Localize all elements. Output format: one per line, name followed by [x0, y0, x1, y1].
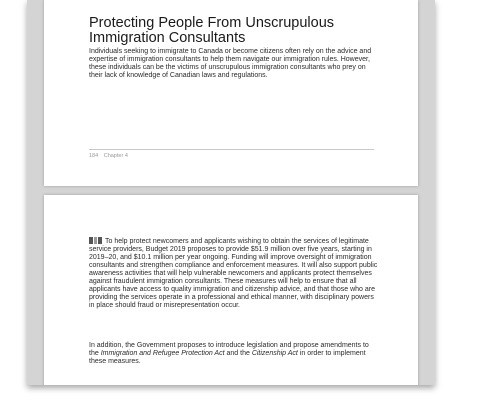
legislation-text-end: in order to implement these measures.	[89, 350, 366, 365]
act-name-citizenship: Citizenship Act	[251, 350, 298, 357]
legislation-text-mid: and the	[224, 350, 252, 357]
footer-chapter-label: Chapter 4	[103, 153, 128, 159]
section-heading: Protecting People From Unscrupulous Immigration Consultants	[89, 15, 335, 46]
page-footer	[89, 153, 128, 159]
legislation-text-start: In addition, the Government proposes to introduce legislation and propose amendments to the	[89, 342, 369, 357]
footer-page-number: 184	[89, 153, 99, 159]
document-page-2	[44, 195, 418, 385]
funding-paragraph	[89, 237, 379, 310]
budget-measure-marker-icon	[89, 237, 102, 244]
footer-divider	[89, 149, 374, 150]
document-viewer[interactable]	[27, 0, 435, 385]
intro-paragraph: Individuals seeking to immigrate to Canada or become citizens often rely on the advice and expertise of immigration consultants to help them navigate our immigration rules. However, these individuals can be the victims of unscrupulous immigration consultants who prey on their lack of knowledge of Canadian laws and regulations.	[89, 48, 372, 79]
legislation-paragraph	[89, 342, 379, 366]
act-name-immigration: Immigration and Refugee Protection Act	[100, 350, 225, 357]
document-page-1	[44, 0, 418, 186]
funding-text: To help protect newcomers and applicants wishing to obtain the services of legitimate service providers, Budget 2019 proposes to provide $51.9 million over five years, starting in 2019–20, and $10.1 million per year ongoing. Funding will improve oversight of immigration consultants and strengthen compliance and enforcement measures. It will also support public awareness activities that will help vulnerable newcomers and applicants protect themselves against fraudulent immigration consultants. These measures will help to ensure that all applicants have access to quality immigration and citizenship advice, and that those who are providing the services operate in a professional and ethical manner, with disciplinary powers in place should fraud or misrepresentation occur.	[89, 238, 378, 309]
